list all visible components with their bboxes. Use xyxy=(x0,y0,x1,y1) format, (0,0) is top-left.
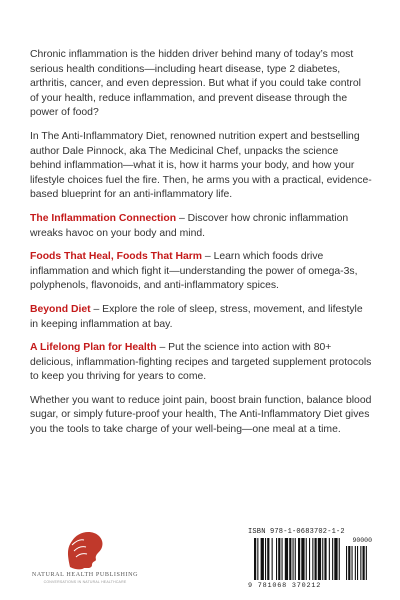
barcode-bar xyxy=(289,538,291,580)
publisher-logo xyxy=(30,527,180,587)
section-text: – Explore the role of sleep, stress, movement, and lifestyle in keeping inflammation at bay. xyxy=(30,303,363,330)
barcode-addon-bar xyxy=(355,546,356,580)
section-heading: The Inflammation Connection xyxy=(30,212,177,224)
barcode-bar xyxy=(309,538,310,580)
section-foods-heal-harm xyxy=(30,250,372,294)
barcode-bar xyxy=(298,538,300,580)
barcode-bar xyxy=(254,538,256,580)
barcode-bar xyxy=(315,538,317,580)
barcode-bar xyxy=(257,538,258,580)
isbn-label: ISBN 978-1-0683702-1-2 xyxy=(248,528,345,536)
section-text: – Discover how chronic inflammation wreaks havoc on your body and mind. xyxy=(30,212,349,239)
publisher-name: NATURAL HEALTH PUBLISHING xyxy=(31,572,139,578)
barcode-bar xyxy=(293,538,294,580)
barcode-bar xyxy=(282,538,283,580)
barcode-addon-bar xyxy=(360,546,361,580)
barcode-bar xyxy=(318,538,321,580)
section-heading: A Lifelong Plan for Health xyxy=(30,342,157,354)
section-heading: Beyond Diet xyxy=(30,303,91,315)
barcode-bar xyxy=(312,538,313,580)
publisher-tagline: CONVERSATIONS IN NATURAL HEALTHCARE xyxy=(43,580,127,584)
barcode-bars xyxy=(248,536,374,582)
section-text: – Learn which foods drive inflammation and which fight it—understanding the power of omega-3s, polyphenols, flavonoids, and anti-inflammatory spices. xyxy=(30,251,358,292)
barcode-addon-bar xyxy=(366,546,367,580)
closing-paragraph: Whether you want to reduce joint pain, boost brain function, balance blood sugar, or simply future-proof your health, The Anti-Inflammatory Diet gives you the tools to take charge of your well-being—one meal at a time. xyxy=(30,394,372,436)
section-heading: Foods That Heal, Foods That Harm xyxy=(30,251,203,263)
barcode-bar xyxy=(339,538,340,580)
barcode-bar xyxy=(332,538,333,580)
barcode-bar xyxy=(334,538,337,580)
barcode-bar xyxy=(278,538,280,580)
barcode-bar xyxy=(301,538,304,580)
book-intro-paragraph: In The Anti-Inflammatory Diet, renowned nutrition expert and bestselling author Dale Pinnock, aka The Medicinal Chef, unpacks the science behind inflammation—what it is, how it harms your body, and how your lifestyle choices fuel the fire. Then, he arms you with a practical, evidence-based blueprint for an anti-inflammatory life. xyxy=(30,130,372,201)
barcode-addon-bar xyxy=(348,546,350,580)
barcode-addon-bar xyxy=(357,546,358,580)
barcode-bar xyxy=(276,538,277,580)
barcode-number: 9 781068 370212 xyxy=(248,582,322,590)
barcode-addon-bar xyxy=(363,546,365,580)
barcode-bar xyxy=(306,538,307,580)
barcode-bar xyxy=(261,538,264,580)
barcode-bar xyxy=(322,538,323,580)
barcode-addon-bar xyxy=(352,546,353,580)
section-text: – Put the science into action with 80+ delicious, inflammation-fighting recipes and targeted supplement protocols to keep you thriving for years to come. xyxy=(30,342,372,383)
intro-paragraph: Chronic inflammation is the hidden driver behind many of today’s most serious health conditions—including heart disease, type 2 diabetes, arthritis, cancer, and even depression. But what if you could take control of your health, reduce inflammation, and prevent disease through the power of food? xyxy=(30,49,361,119)
section-inflammation-connection xyxy=(30,212,372,241)
barcode-addon-bar xyxy=(346,546,347,580)
barcode-bar xyxy=(265,538,266,580)
section-lifelong-plan xyxy=(30,341,372,385)
barcode-bar xyxy=(295,538,296,580)
blurb xyxy=(30,48,372,447)
barcode-bar xyxy=(272,538,273,580)
tree-profile-icon xyxy=(62,527,107,571)
isbn-barcode xyxy=(248,527,374,589)
section-beyond-diet xyxy=(30,303,372,332)
barcode-bar xyxy=(267,538,269,580)
price-code: 90000 xyxy=(352,537,372,544)
barcode-bar xyxy=(329,538,330,580)
barcode-bar xyxy=(285,538,288,580)
barcode-bar xyxy=(324,538,326,580)
